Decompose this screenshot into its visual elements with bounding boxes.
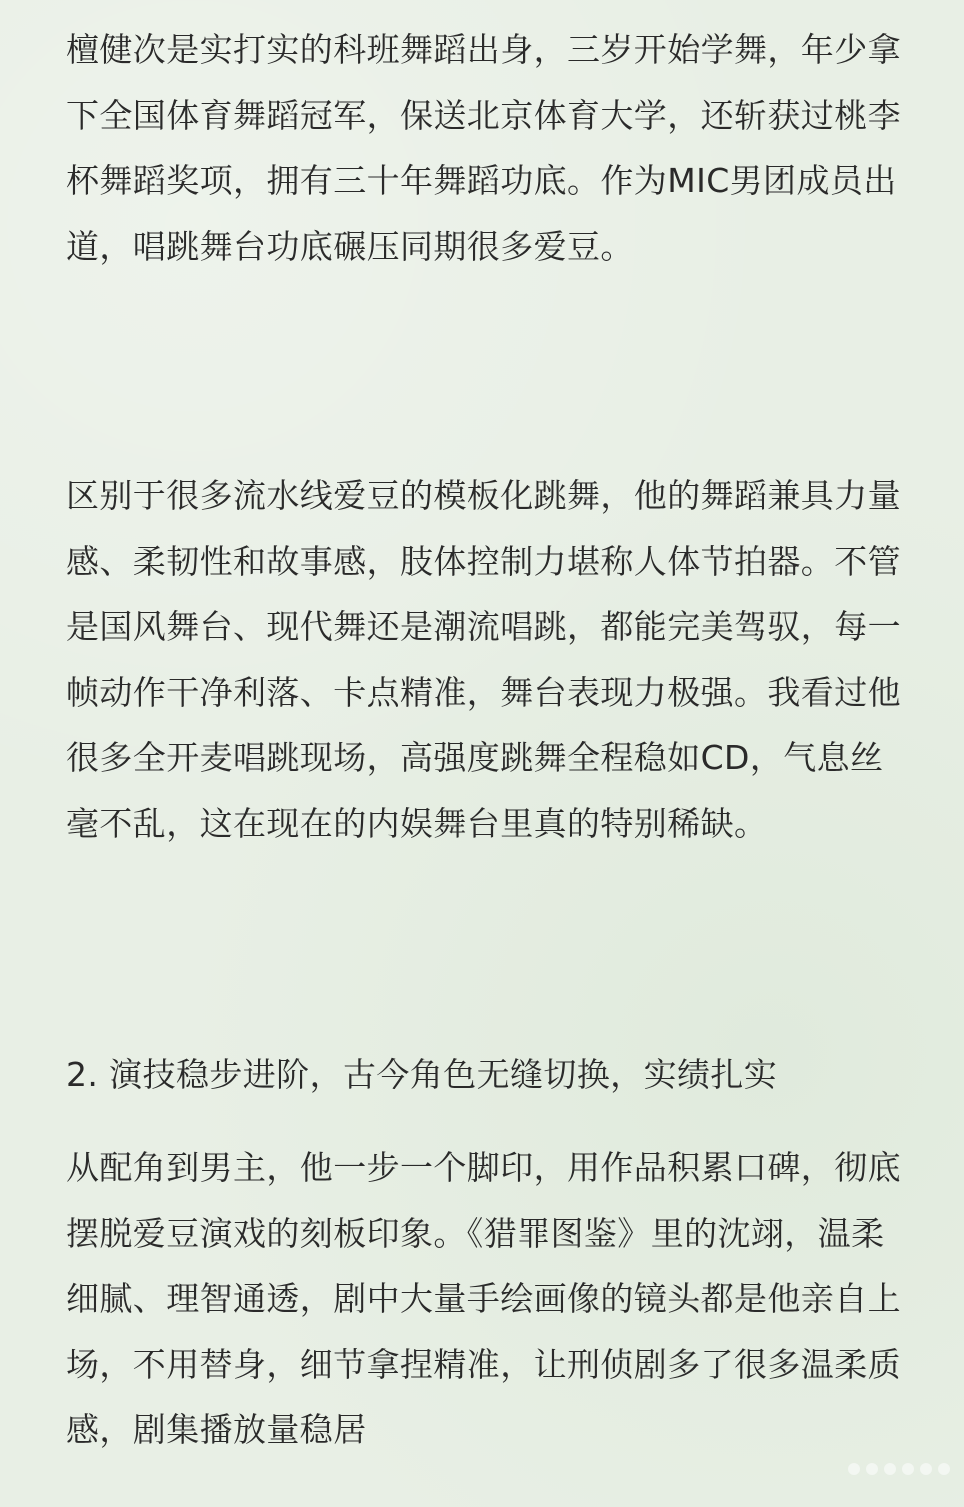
watermark-dot-icon	[884, 1463, 896, 1475]
article-paragraph-dance-style: 区别于很多流水线爱豆的模板化跳舞，他的舞蹈兼具力量感、柔韧性和故事感，肢体控制力堪称人体节拍器。不管是国风舞台、现代舞还是潮流唱跳，都能完美驾驭，每一帧动作干净利落、卡点精准，舞台表现力极强。我看过他很多全开麦唱跳现场，高强度跳舞全程稳如CD，气息丝毫不乱，这在现在的内娱舞台里真的特别稀缺。	[66, 476, 901, 843]
watermark-dot-icon	[902, 1463, 914, 1475]
article-paragraph-dance: 檀健次是实打实的科班舞蹈出身，三岁开始学舞，年少拿下全国体育舞蹈冠军，保送北京体育大学，还斩获过桃李杯舞蹈奖项，拥有三十年舞蹈功底。作为MIC男团成员出道，唱跳舞台功底碾压同期很多爱豆。	[66, 30, 901, 266]
watermark-dot-icon	[938, 1463, 950, 1475]
article-paragraph-acting: 从配角到男主，他一步一个脚印，用作品积累口碑，彻底摆脱爱豆演戏的刻板印象。《猎罪图鉴》里的沈翊，温柔细腻、理智通透，剧中大量手绘画像的镜头都是他亲自上场，不用替身，细节拿捏精准，让刑侦剧多了很多温柔质感，剧集播放量稳居	[66, 1148, 901, 1449]
watermark-dot-icon	[848, 1463, 860, 1475]
watermark-dot-icon	[920, 1463, 932, 1475]
watermark-dot-icon	[866, 1463, 878, 1475]
watermark-logo	[770, 1439, 950, 1499]
section-heading-acting: 2. 演技稳步进阶，古今角色无缝切换，实绩扎实	[66, 1055, 778, 1094]
